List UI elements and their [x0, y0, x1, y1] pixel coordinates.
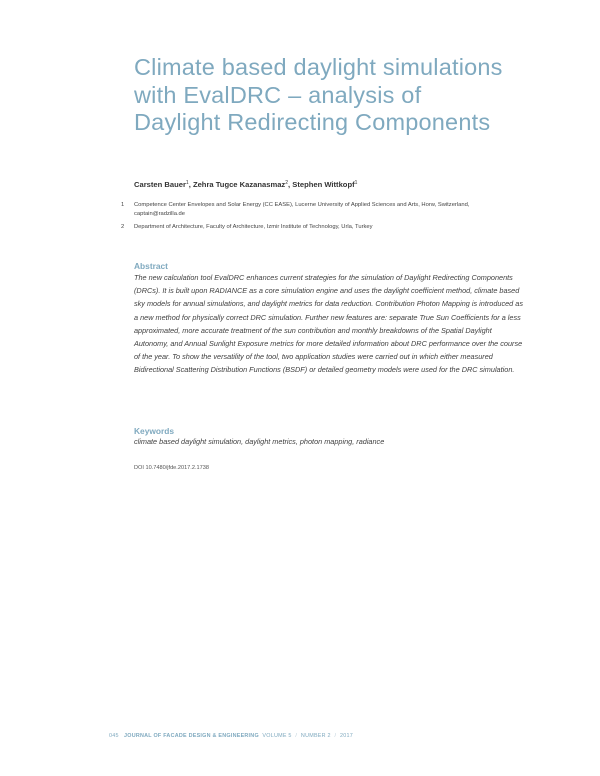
page-number: 045 — [109, 733, 119, 739]
footer-separator: / — [334, 733, 337, 739]
author-affiliation-mark: 2 — [285, 180, 289, 186]
keywords-heading: Keywords — [134, 426, 175, 436]
journal-name: JOURNAL OF FACADE DESIGN & ENGINEERING — [124, 733, 259, 739]
abstract-heading: Abstract — [134, 261, 168, 271]
volume-label: VOLUME 5 — [262, 733, 292, 739]
affiliation-item — [121, 223, 521, 232]
affiliation-text: Department of Architecture, Faculty of Architecture, Izmir Institute of Technology, Urla, Turkey — [134, 223, 373, 230]
abstract-text: The new calculation tool EvalDRC enhances current strategies for the simulation of Daylight Redirecting Components (DRCs). It is built upon RADIANCE as a core simulation engine and uses the daylight coefficient method, climate based sky models for annual simulations, and daylight metrics for data reduction. Contribution Photon Mapping is introduced as a new method for physically correct DRC simulation. Further new features are: separate True Sun Coefficients for a less approximated, more accurate treatment of the sun contribution and monthly breakdowns of the Spatial Daylight Autonomy, and Annual Sunlight Exposure metrics for more detailed information about DRC performance over the course of the year. To show the versatility of the tool, two application studies were carried out in which either measured Bidirectional Scattering Distribution Functions (BSDF) or detailed geometry models were used for the DRC simulation. — [134, 273, 523, 375]
author-separator: , — [288, 180, 293, 189]
affiliation-number: 1 — [121, 202, 125, 208]
page-footer — [109, 733, 353, 739]
footer-separator: / — [295, 733, 298, 739]
issue-year: 2017 — [340, 733, 354, 739]
affiliation-item — [121, 201, 521, 219]
issue-number: NUMBER 2 — [300, 733, 331, 739]
keywords-text: climate based daylight simulation, daylight metrics, photon mapping, radiance — [134, 437, 385, 446]
author-name: Carsten Bauer — [134, 180, 186, 189]
affiliation-list — [121, 201, 521, 236]
author-separator: , — [188, 180, 193, 189]
paper-title: Climate based daylight simulations with EvalDRC – analysis of Daylight Redirecting Components — [134, 54, 503, 135]
author-list — [134, 180, 514, 189]
author-affiliation-mark: 1 — [185, 180, 189, 186]
author-name: Zehra Tugce Kazanasmaz — [192, 180, 286, 189]
author-name: Stephen Wittkopf — [292, 180, 355, 189]
affiliation-number: 2 — [121, 223, 125, 230]
author-affiliation-mark: 1 — [354, 180, 358, 186]
doi-text: DOI 10.7480/jfde.2017.2.1738 — [134, 465, 209, 471]
affiliation-text: Competence Center Envelopes and Solar Energy (CC EASE), Lucerne University of Applied Sciences and Arts, Horw, Switzerland, captain@radzilla.de — [134, 202, 470, 218]
